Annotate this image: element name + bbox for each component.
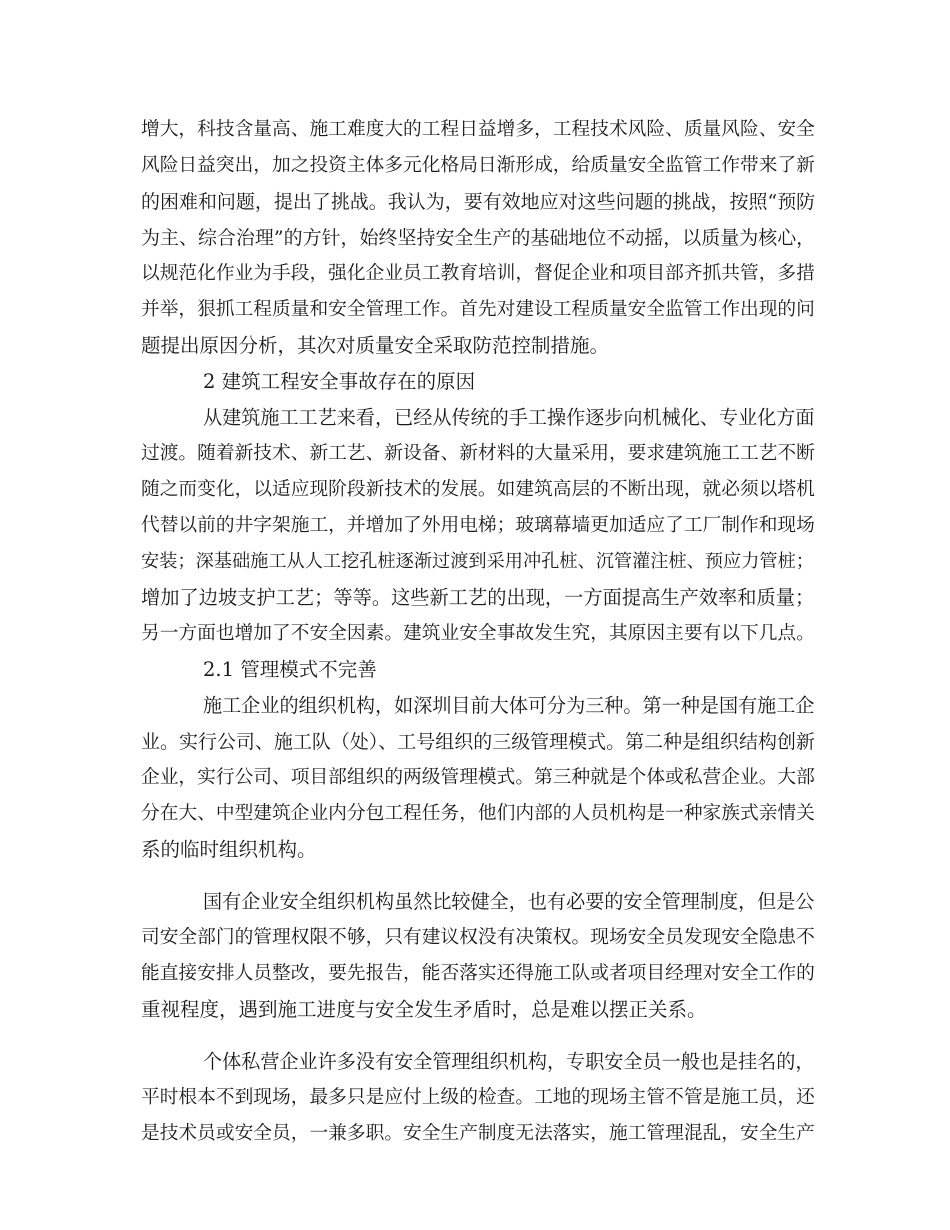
- paragraph-line: 分在大、中型建筑企业内分包工程任务，他们内部的人员机构是一种家族式亲情关: [141, 803, 815, 824]
- paragraph-line: 企业，实行公司、项目部组织的两级管理模式。第三种就是个体或私营企业。大部: [141, 767, 815, 788]
- paragraph-line: 重视程度，遇到施工进度与安全发生矛盾时，总是难以摆正关系。: [141, 998, 707, 1021]
- paragraph-line: 增加了边坡支护工艺；等等。这些新工艺的出现，一方面提高生产效率和质量；: [141, 586, 815, 609]
- paragraph-line: 为主、综合治理”的方针，始终坚持安全生产的基础地位不动摇，以质量为核心，: [141, 227, 816, 249]
- paragraph-line: 的困难和问题，提出了挑战。我认为，要有效地应对这些问题的挑战，按照“预防: [141, 191, 816, 213]
- paragraph-line: 国有企业安全组织机构虽然比较健全，也有必要的安全管理制度，但是公: [203, 890, 815, 913]
- paragraph-line: 另一方面也增加了不安全因素。建筑业安全事故发生究，其原因主要有以下几点。: [141, 623, 815, 644]
- paragraph-line: 施工企业的组织机构，如深圳目前大体可分为三种。第一种是国有施工企: [203, 694, 815, 717]
- paragraph-line: 代替以前的井字架施工，并增加了外用电梯；玻璃幕墙更加适应了工厂制作和现场: [141, 515, 815, 536]
- paragraph-line: 题提出原因分析，其次对质量安全采取防范控制措施。: [141, 334, 610, 357]
- paragraph-line: 过渡。随着新技术、新工艺、新设备、新材料的大量采用，要求建筑施工工艺不断: [141, 443, 815, 464]
- paragraph-line: 并举，狠抓工程质量和安全管理工作。首先对建设工程质量安全监管工作出现的问: [141, 299, 815, 320]
- paragraph-line: 风险日益突出，加之投资主体多元化格局日渐形成，给质量安全监管工作带来了新: [141, 155, 815, 176]
- paragraph-line: 能直接安排人员整改，要先报告，能否落实还得施工队或者项目经理对安全工作的: [141, 963, 815, 984]
- paragraph-line: 增大，科技含量高、施工难度大的工程日益增多，工程技术风险、质量风险、安全: [141, 119, 815, 140]
- paragraph-line: 从建筑施工工艺来看，已经从传统的手工操作逐步向机械化、专业化方面: [203, 406, 815, 429]
- paragraph-line: 系的临时组织机构。: [141, 838, 317, 861]
- paragraph-line: 个体私营企业许多没有安全管理组织机构，专职安全员一般也是挂名的，: [203, 1050, 815, 1073]
- paragraph-line: 是技术员或安全员，一兼多职。安全生产制度无法落实，施工管理混乱，安全生产: [141, 1123, 815, 1144]
- subsection-heading: 2.1 管理模式不完善: [203, 658, 377, 681]
- paragraph-line: 随之而变化，以适应现阶段新技术的发展。如建筑高层的不断出现，就必须以塔机: [141, 479, 815, 500]
- paragraph-line: 安装；深基础施工从人工挖孔桩逐渐过渡到采用冲孔桩、沉管灌注桩、预应力管桩；: [141, 551, 814, 572]
- paragraph-line: 平时根本不到现场，最多只是应付上级的检查。工地的现场主管不管是施工员，还: [141, 1087, 815, 1108]
- paragraph-line: 业。实行公司、施工队（处）、工号组织的三级管理模式。第二种是组织结构创新: [141, 731, 815, 753]
- section-heading: 2 建筑工程安全事故存在的原因: [203, 370, 476, 393]
- paragraph-line: 以规范化作业为手段，强化企业员工教育培训，督促企业和项目部齐抓共管，多措: [141, 263, 815, 284]
- paragraph-line: 司安全部门的管理权限不够，只有建议权没有决策权。现场安全员发现安全隐患不: [141, 927, 815, 948]
